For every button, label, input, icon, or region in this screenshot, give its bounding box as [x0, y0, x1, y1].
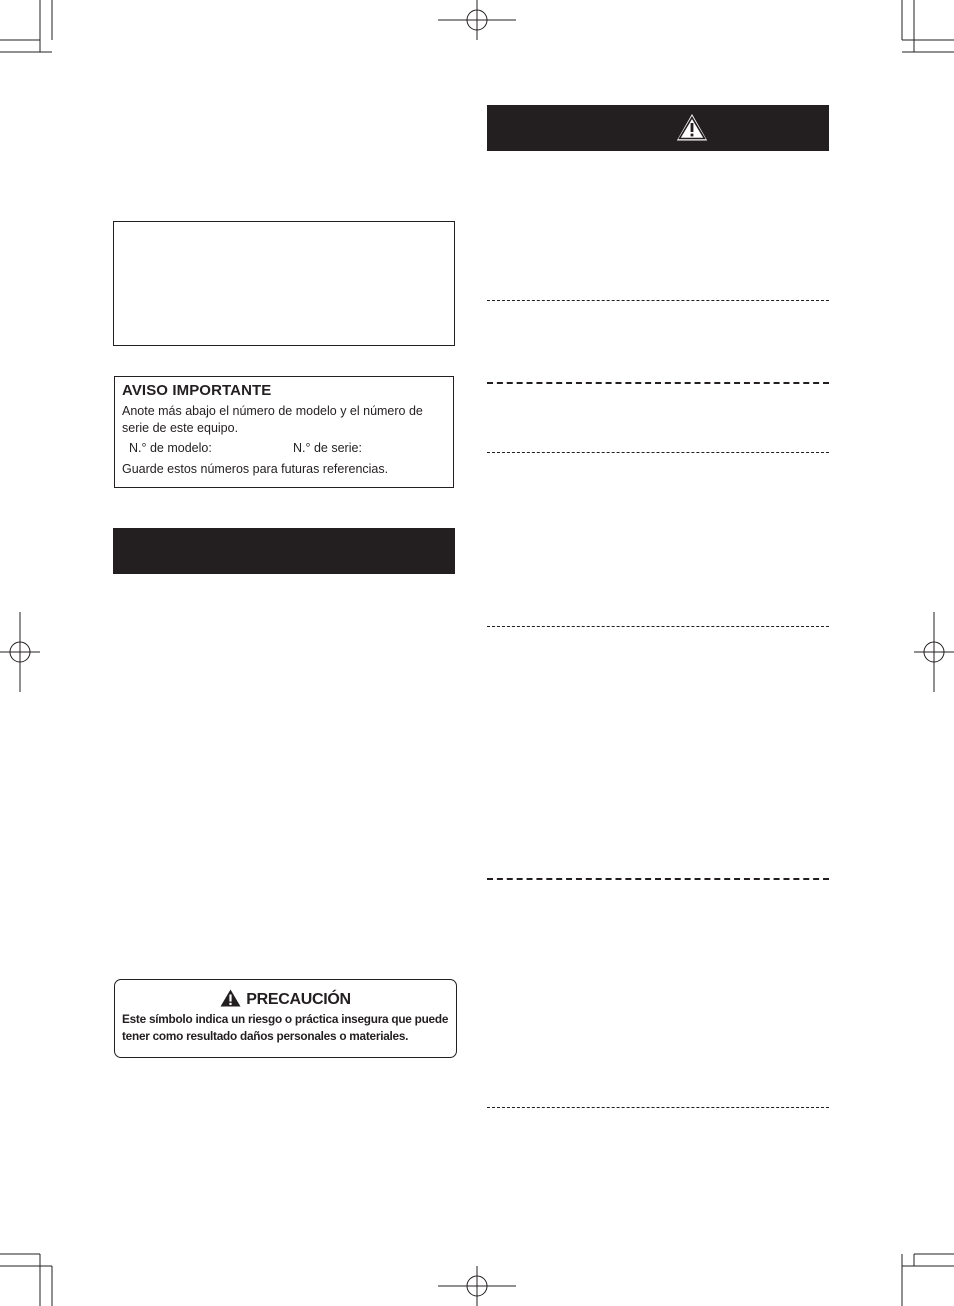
- caution-body: Este símbolo indica un riesgo o práctica insegura que puede tener como resultado daños personales o materiales.: [122, 1012, 449, 1043]
- model-number-label: N.° de modelo:: [129, 441, 212, 455]
- right-section-header-bar: [487, 105, 829, 151]
- divider-5: [487, 878, 829, 880]
- aviso-title: AVISO IMPORTANTE: [122, 382, 272, 399]
- warning-triangle-icon: [674, 111, 710, 143]
- warning-triangle-icon: [220, 989, 241, 1007]
- caution-title: PRECAUCIÓN: [246, 991, 351, 1008]
- divider-3: [487, 452, 829, 453]
- caution-heading: [114, 989, 457, 1009]
- divider-2: [487, 382, 829, 384]
- serial-number-label: N.° de serie:: [293, 441, 362, 455]
- aviso-note: Guarde estos números para futuras referencias.: [122, 462, 389, 476]
- divider-1: [487, 300, 829, 301]
- aviso-body: Anote más abajo el número de modelo y el número de serie de este equipo.: [122, 404, 423, 435]
- divider-6: [487, 1107, 829, 1108]
- empty-notice-box: [113, 221, 455, 346]
- left-section-header-bar: [113, 528, 455, 574]
- divider-4: [487, 626, 829, 627]
